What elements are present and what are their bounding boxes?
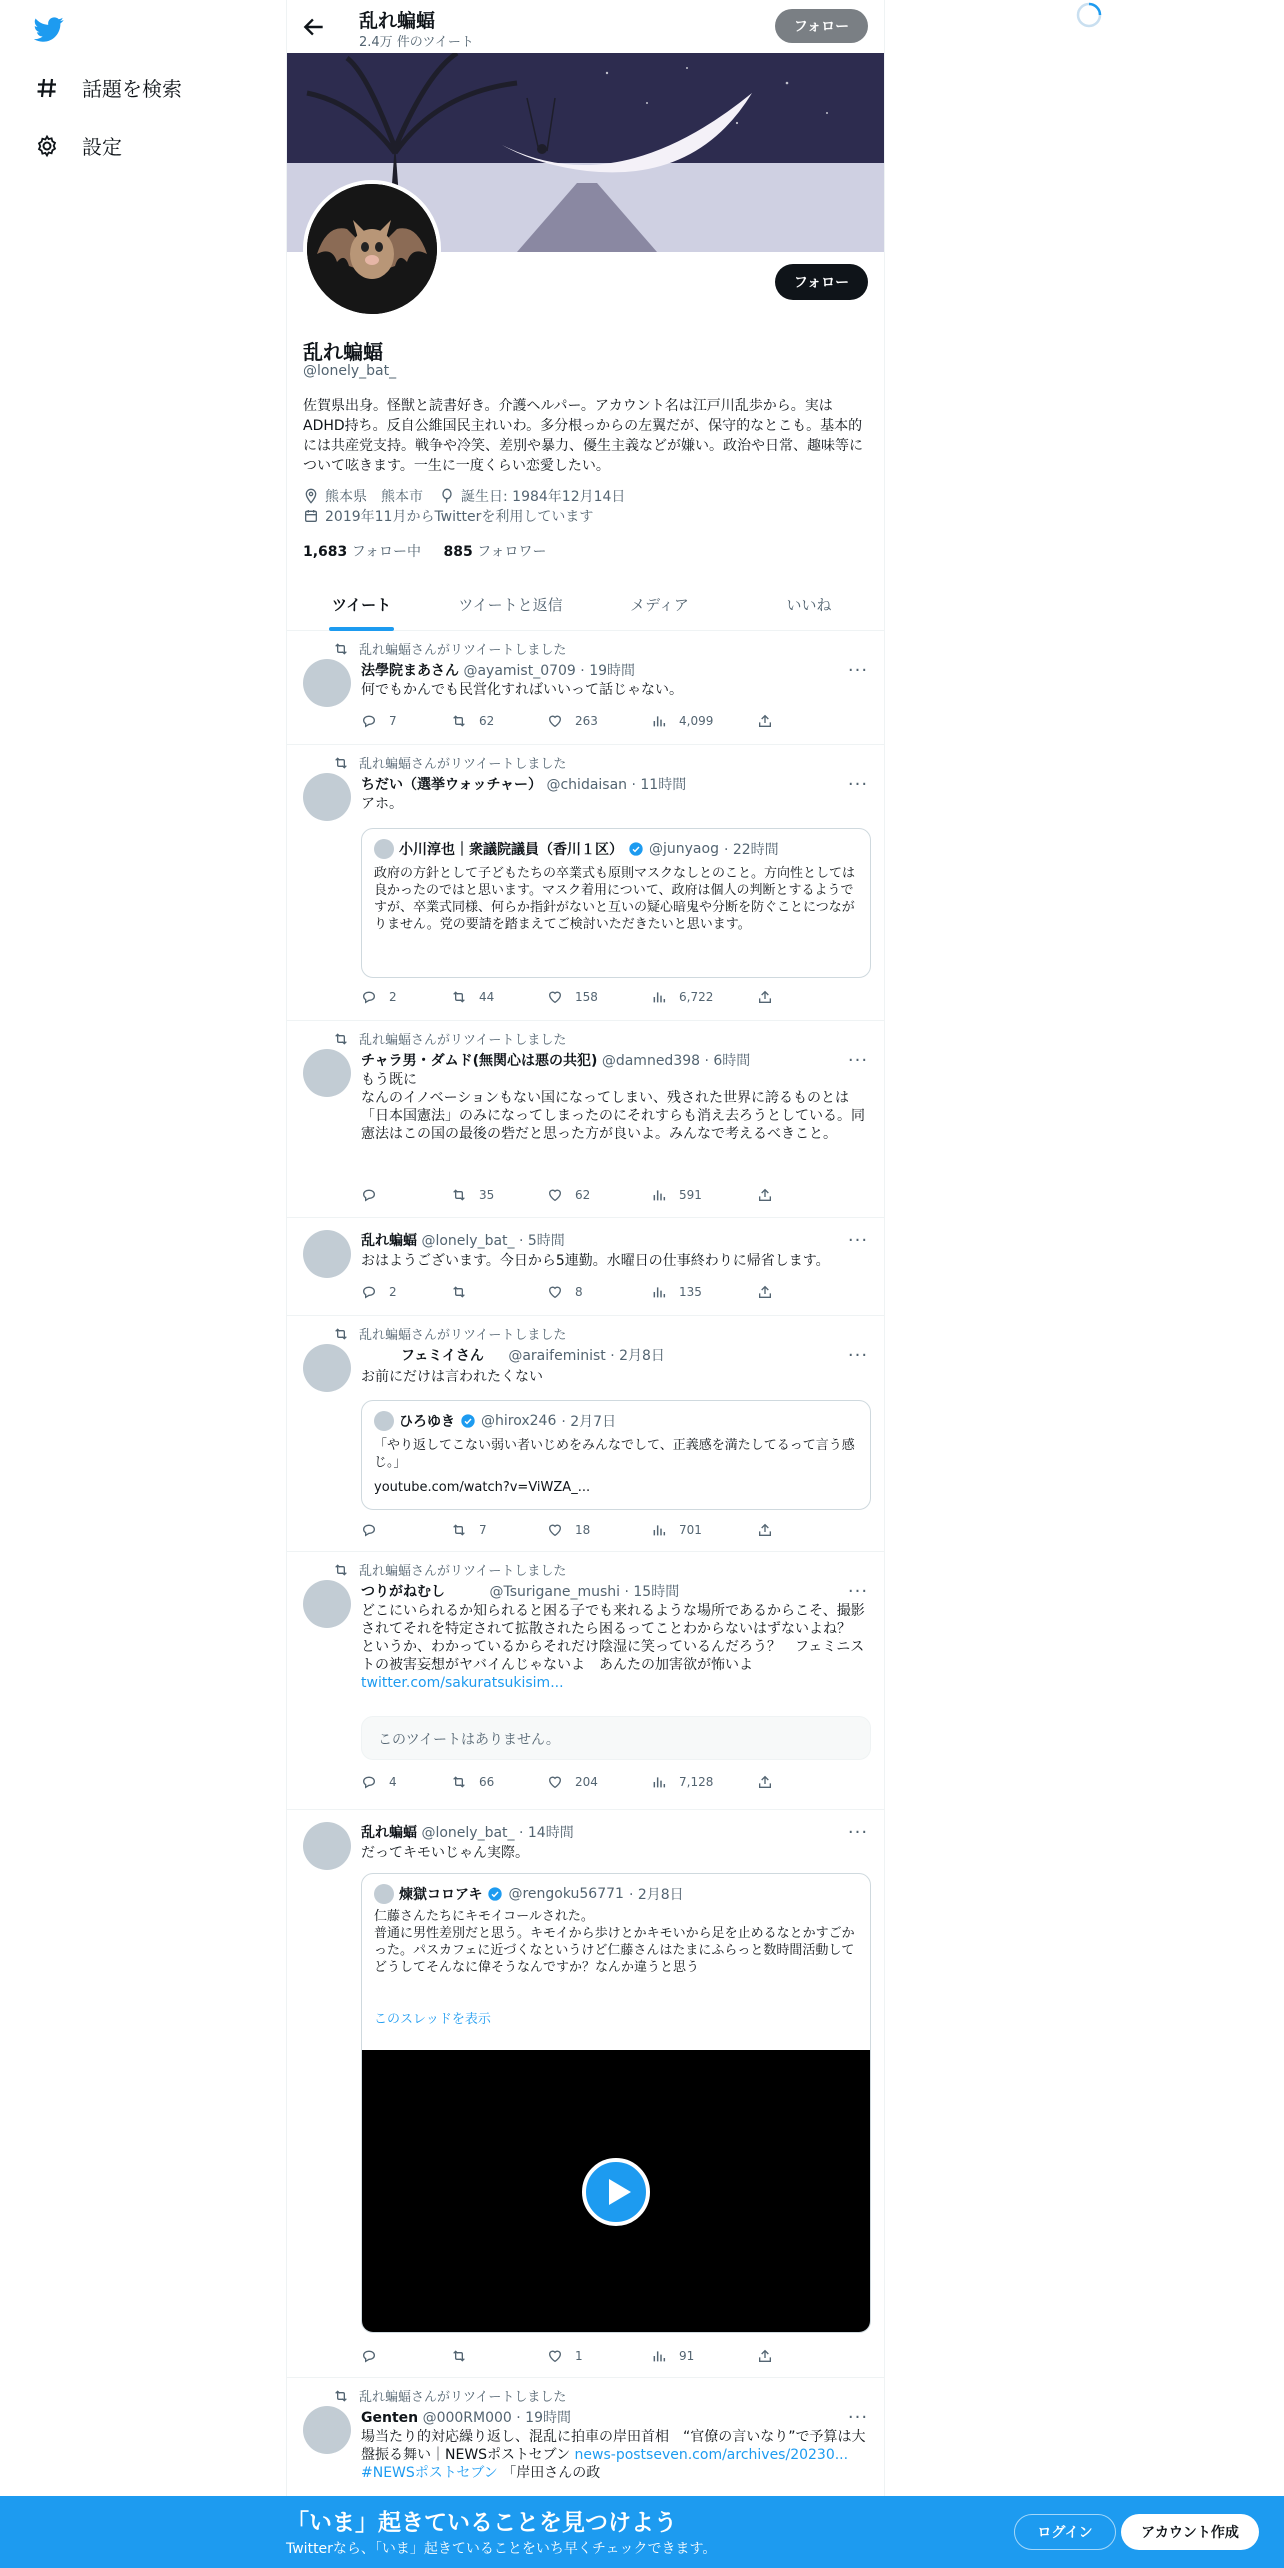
- tweet-time[interactable]: · 6時間: [704, 1053, 751, 1069]
- retweet-button[interactable]: [451, 1522, 487, 1538]
- tweet-author-name[interactable]: フェミイさん: [401, 1348, 484, 1364]
- profile-avatar[interactable]: [303, 180, 441, 318]
- location-pin-icon: [303, 488, 319, 504]
- retweet-indicator: [333, 1029, 566, 1048]
- retweet-button[interactable]: [451, 713, 494, 729]
- retweet-count: 35: [479, 1188, 495, 1202]
- profile-bio: 佐賀県出身。怪獣と読書好き。介護ヘルパー。アカウント名は江戸川乱歩から。実はADHD持ち。反自公維国民主れいわ。多分根っからの左翼だが、保守的なとこも。基本的には共産党支持。戦争や冷笑、差別や暴力、優生主義などが嫌い。政治や日常、趣味等について呟きます。一生に一度くらい恋愛したい。: [303, 398, 863, 474]
- tweet-text: [361, 2428, 871, 2482]
- reply-button[interactable]: [361, 1187, 389, 1203]
- quote-author-handle: @hirox246: [481, 1413, 557, 1429]
- tweet-actions: [361, 1284, 781, 1304]
- tweet-link[interactable]: news-postseven.com/archives/20230...: [574, 2447, 849, 2463]
- tab-tweets-label: ツイート: [331, 596, 392, 614]
- tweet-avatar[interactable]: [303, 659, 351, 707]
- retweet-icon: [333, 2388, 349, 2404]
- quote-author-name: 小川淳也｜衆議院議員（香川１区）: [399, 842, 623, 858]
- tweet-author-name[interactable]: 法學院まあさん: [361, 663, 459, 679]
- share-button[interactable]: [757, 1522, 773, 1538]
- retweet-icon: [451, 1284, 467, 1300]
- tweet[interactable]: [287, 1552, 884, 1810]
- heart-icon: [547, 2348, 563, 2364]
- retweet-count: 62: [479, 714, 495, 728]
- reply-icon: [361, 989, 377, 1005]
- bottom-bar-title: 「いま」起きていることを見つけよう: [286, 2510, 677, 2536]
- tweet-time[interactable]: · 19時間: [580, 663, 636, 679]
- retweet-indicator: [333, 1560, 566, 1579]
- tweet[interactable]: [287, 1021, 884, 1218]
- like-count: 8: [575, 1285, 583, 1299]
- tweet-author-handle[interactable]: @000RM000: [422, 2410, 512, 2426]
- tweet-text: 何でもかんでも民営化すればいいって話じゃない。: [361, 682, 683, 698]
- profile-handle: @lonely_bat_: [303, 363, 397, 379]
- tweet-text-body: どこにいられるか知られると困る子でも来れるような場所であるからこそ、撮影されてそれを特定されて拡散されたら困るってことわからないはずないよね？ というか、わかっているからそれだけ陰湿に笑っているんだろう？ フェミニストの被害妄想がヤバイんじゃないよ あんたの加害欲が怖いよ: [361, 1603, 865, 1673]
- calendar-icon: [303, 508, 319, 524]
- reply-button[interactable]: [361, 1284, 397, 1300]
- like-count: 263: [575, 714, 598, 728]
- reply-count: 2: [389, 1285, 397, 1299]
- views-chart-icon: [651, 1774, 667, 1790]
- reply-icon: [361, 1284, 377, 1300]
- profile-birthday: 誕生日: 1984年12月14日: [461, 489, 626, 505]
- like-count: 1: [575, 2349, 583, 2363]
- profile-name: 乱れ蝙蝠: [303, 340, 383, 364]
- retweet-count: 66: [479, 1775, 495, 1789]
- views-count: 4,099: [679, 714, 714, 728]
- video-player[interactable]: [362, 2050, 870, 2333]
- following-count: 1,683: [303, 544, 348, 560]
- play-button-icon[interactable]: [582, 2158, 650, 2226]
- tweet-text-body: 場当たり的対応繰り返し、混乱に拍車の岸田首相 “官僚の言いなり”で予算は大盤振る舞い｜NEWSポストセブン: [361, 2429, 866, 2463]
- tweet-text: もう既に なんのイノベーションもない国になってしまい、残された世界に誇るものとは「日本国憲法」のみになってしまったのにそれすらも消え去ろうとしている。同憲法はこの国の最後の砦だと思った方が良いよ。みんなで考えるべきこと。: [361, 1072, 865, 1142]
- share-button[interactable]: [757, 1284, 773, 1300]
- more-options-icon[interactable]: ···: [847, 659, 869, 681]
- tweet-link[interactable]: twitter.com/sakuratsukisim...: [361, 1675, 564, 1691]
- views-count: 591: [679, 1188, 702, 1202]
- unavailable-tweet-card: このツイートはありません。: [361, 1716, 871, 1760]
- tweet-avatar[interactable]: [303, 1822, 351, 1870]
- like-count: 204: [575, 1775, 598, 1789]
- verified-badge-icon: [487, 1886, 503, 1902]
- share-button[interactable]: [757, 2348, 773, 2364]
- tweet-author-handle[interactable]: @ayamist_0709: [463, 663, 576, 679]
- reply-button[interactable]: [361, 2348, 389, 2364]
- tweet-hashtag[interactable]: #NEWSポストセブン: [361, 2465, 498, 2481]
- reply-icon: [361, 713, 377, 729]
- login-button[interactable]: ログイン: [1014, 2514, 1116, 2550]
- profile-location: 熊本県 熊本市: [325, 489, 423, 505]
- tweet-time[interactable]: · 5時間: [518, 1233, 565, 1249]
- tweet-author-handle[interactable]: @damned398: [601, 1053, 701, 1069]
- reply-icon: [361, 2348, 377, 2364]
- views-count: 701: [679, 1523, 702, 1537]
- followers-label: フォロワー: [477, 544, 547, 560]
- views-chart-icon: [651, 989, 667, 1005]
- profile-follow-button[interactable]: フォロー: [775, 264, 868, 300]
- tweet[interactable]: [287, 1810, 884, 2378]
- show-thread-link[interactable]: このスレッドを表示: [374, 2012, 491, 2027]
- quote-avatar: [374, 1884, 394, 1904]
- tweet-avatar[interactable]: [303, 773, 351, 821]
- tab-media[interactable]: [585, 578, 734, 631]
- retweet-icon: [451, 1187, 467, 1203]
- profile-joined-row: [303, 506, 593, 526]
- following-link[interactable]: [303, 544, 421, 560]
- more-options-icon[interactable]: ···: [847, 1229, 869, 1251]
- like-count: 18: [575, 1523, 591, 1537]
- like-button[interactable]: [547, 1522, 590, 1538]
- retweet-button[interactable]: [451, 2348, 479, 2364]
- retweet-button[interactable]: [451, 989, 494, 1005]
- tweet-avatar[interactable]: [303, 1230, 351, 1278]
- views-button[interactable]: [651, 1774, 713, 1790]
- quote-tweet[interactable]: [361, 828, 871, 978]
- tweet-author-handle[interactable]: @lonely_bat_: [421, 1233, 515, 1249]
- tweet-actions: [361, 989, 781, 1009]
- tweet-text: だってキモいじゃん実際。: [361, 1845, 529, 1861]
- tweet-avatar[interactable]: [303, 2406, 351, 2454]
- profile-header-bar: [287, 0, 884, 53]
- views-chart-icon: [651, 1187, 667, 1203]
- retweet-button[interactable]: [451, 1284, 479, 1300]
- followers-link[interactable]: [444, 544, 547, 560]
- retweet-indicator: [333, 1324, 566, 1343]
- retweet-icon: [451, 1774, 467, 1790]
- nav-explore-label: 話題を検索: [82, 77, 182, 101]
- bottom-bar-subtitle: Twitterなら、「いま」起きていることをいち早くチェックできます。: [286, 2541, 717, 2557]
- tweet-author-handle[interactable]: @lonely_bat_: [421, 1825, 515, 1841]
- share-button[interactable]: [757, 1774, 773, 1790]
- share-icon: [757, 989, 773, 1005]
- quote-time: · 2月7日: [561, 1414, 617, 1430]
- retweet-label: 乱れ蝙蝠さんがリツイートしました: [359, 2390, 567, 2405]
- reply-count: 4: [389, 1775, 397, 1789]
- quote-tweet[interactable]: [361, 1873, 871, 2333]
- header-name: 乱れ蝙蝠: [359, 10, 436, 32]
- like-button[interactable]: [547, 1284, 583, 1300]
- twitter-logo-icon[interactable]: [34, 14, 64, 44]
- tweet-author-handle[interactable]: @chidaisan: [546, 777, 628, 793]
- tweet-author-handle[interactable]: @Tsurigane_mushi: [489, 1584, 621, 1600]
- tweet-author-name[interactable]: 乱れ蝙蝠: [361, 1233, 417, 1249]
- tweet-avatar[interactable]: [303, 1344, 351, 1392]
- like-button[interactable]: [547, 2348, 583, 2364]
- tweet-actions: [361, 1187, 781, 1207]
- tab-tweets[interactable]: [287, 578, 436, 631]
- tweet-author-name[interactable]: チャラ男・ダムド(無関心は悪の共犯): [361, 1053, 598, 1069]
- retweet-icon: [451, 989, 467, 1005]
- gear-icon: [34, 133, 60, 159]
- reply-count: 7: [389, 714, 397, 728]
- tweet-author-name[interactable]: ちだい（選挙ウォッチャー）: [361, 777, 543, 793]
- retweet-indicator: [333, 2386, 566, 2405]
- tweet-text: おはようございます。今日から5連勤。水曜日の仕事終わりに帰省します。: [361, 1253, 830, 1269]
- tweet-time[interactable]: · 15時間: [624, 1584, 680, 1600]
- views-button[interactable]: [651, 1187, 702, 1203]
- header-follow-button[interactable]: フォロー: [775, 9, 868, 43]
- verified-badge-icon: [460, 1413, 476, 1429]
- reply-icon: [361, 1774, 377, 1790]
- tweet-time[interactable]: · 19時間: [516, 2410, 571, 2426]
- share-icon: [757, 2348, 773, 2364]
- retweet-icon: [333, 641, 349, 657]
- retweet-count: 44: [479, 990, 495, 1004]
- tweet-text: アホ。: [361, 796, 403, 812]
- tab-likes-label: いいね: [786, 596, 832, 614]
- more-options-icon[interactable]: ···: [847, 1821, 869, 1843]
- reply-button[interactable]: [361, 989, 397, 1005]
- share-button[interactable]: [757, 989, 773, 1005]
- profile-follow-stats: [303, 541, 547, 561]
- heart-icon: [547, 1187, 563, 1203]
- quote-text: 仁藤さんたちにキモイコールされた。 普通に男性差別だと思う。キモイから歩けとかキモいから足を止めるなとかすごかった。パスカフェに近づくなというけど仁藤さんはたまにふらっと数時間活動してどうしてそんなに偉そうなんですか？なんか違うと思う: [374, 1909, 855, 1975]
- quote-tweet[interactable]: [361, 1400, 871, 1510]
- heart-icon: [547, 713, 563, 729]
- tweet[interactable]: [287, 1218, 884, 1316]
- tweet[interactable]: [287, 631, 884, 745]
- tweet-actions: [361, 713, 781, 733]
- loading-spinner-icon: [1074, 2, 1104, 28]
- tab-likes[interactable]: [734, 578, 884, 631]
- reply-icon: [361, 1522, 377, 1538]
- tweet-avatar[interactable]: [303, 1049, 351, 1097]
- tab-media-label: メディア: [630, 596, 689, 614]
- profile-tabs: [287, 578, 884, 631]
- share-button[interactable]: [757, 1187, 773, 1203]
- nav-settings[interactable]: [34, 131, 122, 160]
- retweet-indicator: [333, 753, 566, 772]
- verified-badge-icon: [628, 841, 644, 857]
- tweet-actions: [361, 1522, 781, 1542]
- more-options-icon[interactable]: ···: [847, 773, 869, 795]
- share-icon: [757, 1284, 773, 1300]
- retweet-label: 乱れ蝙蝠さんがリツイートしました: [359, 643, 567, 658]
- retweet-icon: [333, 1326, 349, 1342]
- share-icon: [757, 1187, 773, 1203]
- views-count: 135: [679, 1285, 702, 1299]
- tweet-time[interactable]: · 11時間: [631, 777, 687, 793]
- more-options-icon[interactable]: ···: [847, 1049, 869, 1071]
- quote-avatar: [374, 839, 394, 859]
- balloon-icon: [439, 488, 455, 504]
- quote-text: 「やり返してこない弱い者いじめをみんなでして、正義感を満たしてるって言う感じ。」: [374, 1438, 855, 1470]
- retweet-icon: [333, 1031, 349, 1047]
- profile-meta-row: [303, 486, 625, 506]
- tweet-author-name[interactable]: つりがねむし: [361, 1584, 445, 1600]
- views-chart-icon: [651, 713, 667, 729]
- quote-author-name: ひろゆき: [399, 1414, 455, 1430]
- tweet-text-tail: 「岸田さんの政: [502, 2465, 601, 2481]
- main-column: [286, 0, 885, 2568]
- heart-icon: [547, 1522, 563, 1538]
- tweet-time[interactable]: · 14時間: [518, 1825, 574, 1841]
- heart-icon: [547, 1774, 563, 1790]
- retweet-icon: [451, 713, 467, 729]
- tweet-avatar[interactable]: [303, 1580, 351, 1628]
- retweet-count: 7: [479, 1523, 487, 1537]
- quote-author-handle: @junyaog: [649, 841, 719, 857]
- views-button[interactable]: [651, 713, 713, 729]
- like-count: 158: [575, 990, 598, 1004]
- reply-button[interactable]: [361, 713, 397, 729]
- quote-link[interactable]: youtube.com/watch?v=ViWZA_...: [374, 1480, 591, 1495]
- signup-button[interactable]: アカウント作成: [1121, 2514, 1259, 2550]
- retweet-indicator: [333, 639, 566, 658]
- more-options-icon[interactable]: ···: [847, 2406, 869, 2428]
- share-icon: [757, 1522, 773, 1538]
- hashtag-icon: [34, 75, 60, 101]
- tweet[interactable]: [287, 745, 884, 1021]
- retweet-label: 乱れ蝙蝠さんがリツイートしました: [359, 757, 567, 772]
- reply-button[interactable]: [361, 1774, 397, 1790]
- signup-bottom-bar: [0, 2496, 1284, 2568]
- tweet-actions: [361, 2348, 781, 2368]
- reply-count: 2: [389, 990, 397, 1004]
- tweet[interactable]: [287, 1316, 884, 1552]
- profile-joined: 2019年11月からTwitterを利用しています: [325, 509, 594, 525]
- followers-count: 885: [443, 544, 473, 560]
- tab-tweets-replies-label: ツイートと返信: [458, 596, 563, 614]
- views-count: 7,128: [679, 1775, 714, 1789]
- tweet-author-name[interactable]: 乱れ蝙蝠: [361, 1825, 417, 1841]
- tweet-time[interactable]: · 2月8日: [610, 1348, 665, 1364]
- header-tweet-count: 2.4万 件のツイート: [359, 35, 474, 50]
- tweet-text: [361, 1602, 871, 1692]
- quote-author-name: 煉獄コロアキ: [399, 1887, 483, 1903]
- like-button[interactable]: [547, 989, 598, 1005]
- following-label: フォロー中: [351, 544, 422, 560]
- reply-icon: [361, 1187, 377, 1203]
- like-button[interactable]: [547, 1774, 598, 1790]
- quote-avatar: [374, 1411, 394, 1431]
- views-count: 6,722: [679, 990, 714, 1004]
- more-options-icon[interactable]: ···: [847, 1580, 869, 1602]
- tweet-author-name[interactable]: Genten: [361, 2410, 419, 2426]
- heart-icon: [547, 1284, 563, 1300]
- quote-time: · 2月8日: [628, 1887, 684, 1903]
- more-options-icon[interactable]: ···: [847, 1344, 869, 1366]
- bat-avatar-image: [307, 184, 437, 314]
- retweet-icon: [451, 2348, 467, 2364]
- share-icon: [757, 1774, 773, 1790]
- views-button[interactable]: [651, 2348, 694, 2364]
- back-arrow-icon[interactable]: [301, 14, 327, 40]
- quote-time: · 22時間: [723, 842, 779, 858]
- retweet-button[interactable]: [451, 1187, 494, 1203]
- retweet-label: 乱れ蝙蝠さんがリツイートしました: [359, 1033, 567, 1048]
- retweet-label: 乱れ蝙蝠さんがリツイートしました: [359, 1564, 567, 1579]
- views-button[interactable]: [651, 1522, 702, 1538]
- share-button[interactable]: [757, 713, 773, 729]
- retweet-icon: [333, 755, 349, 771]
- quote-author-handle: @rengoku56771: [508, 1886, 624, 1902]
- nav-explore[interactable]: [34, 73, 182, 102]
- views-button[interactable]: [651, 1284, 702, 1300]
- retweet-button[interactable]: [451, 1774, 494, 1790]
- tab-tweets-replies[interactable]: [436, 578, 585, 631]
- views-chart-icon: [651, 2348, 667, 2364]
- views-chart-icon: [651, 1284, 667, 1300]
- share-icon: [757, 713, 773, 729]
- heart-icon: [547, 989, 563, 1005]
- views-chart-icon: [651, 1522, 667, 1538]
- views-count: 91: [679, 2349, 695, 2363]
- like-button[interactable]: [547, 713, 598, 729]
- reply-button[interactable]: [361, 1522, 389, 1538]
- tweet-text: お前にだけは言われたくない: [361, 1369, 543, 1385]
- like-button[interactable]: [547, 1187, 590, 1203]
- tweet-author-handle[interactable]: @araifeminist: [508, 1348, 606, 1364]
- views-button[interactable]: [651, 989, 713, 1005]
- retweet-icon: [451, 1522, 467, 1538]
- retweet-label: 乱れ蝙蝠さんがリツイートしました: [359, 1328, 567, 1343]
- retweet-icon: [333, 1562, 349, 1578]
- quote-text: 政府の方針として子どもたちの卒業式も原則マスクなしとのこと。方向性としては良かったのではと思います。マスク着用について、政府は個人の判断とするようですが、卒業式同様、何らか指針がないと互いの疑心暗鬼や分断を防ぐことにつながりません。党の要請を踏まえてご検討いただきたいと思います。: [374, 866, 856, 932]
- tweet-actions: [361, 1774, 781, 1794]
- nav-settings-label: 設定: [82, 135, 122, 159]
- like-count: 62: [575, 1188, 591, 1202]
